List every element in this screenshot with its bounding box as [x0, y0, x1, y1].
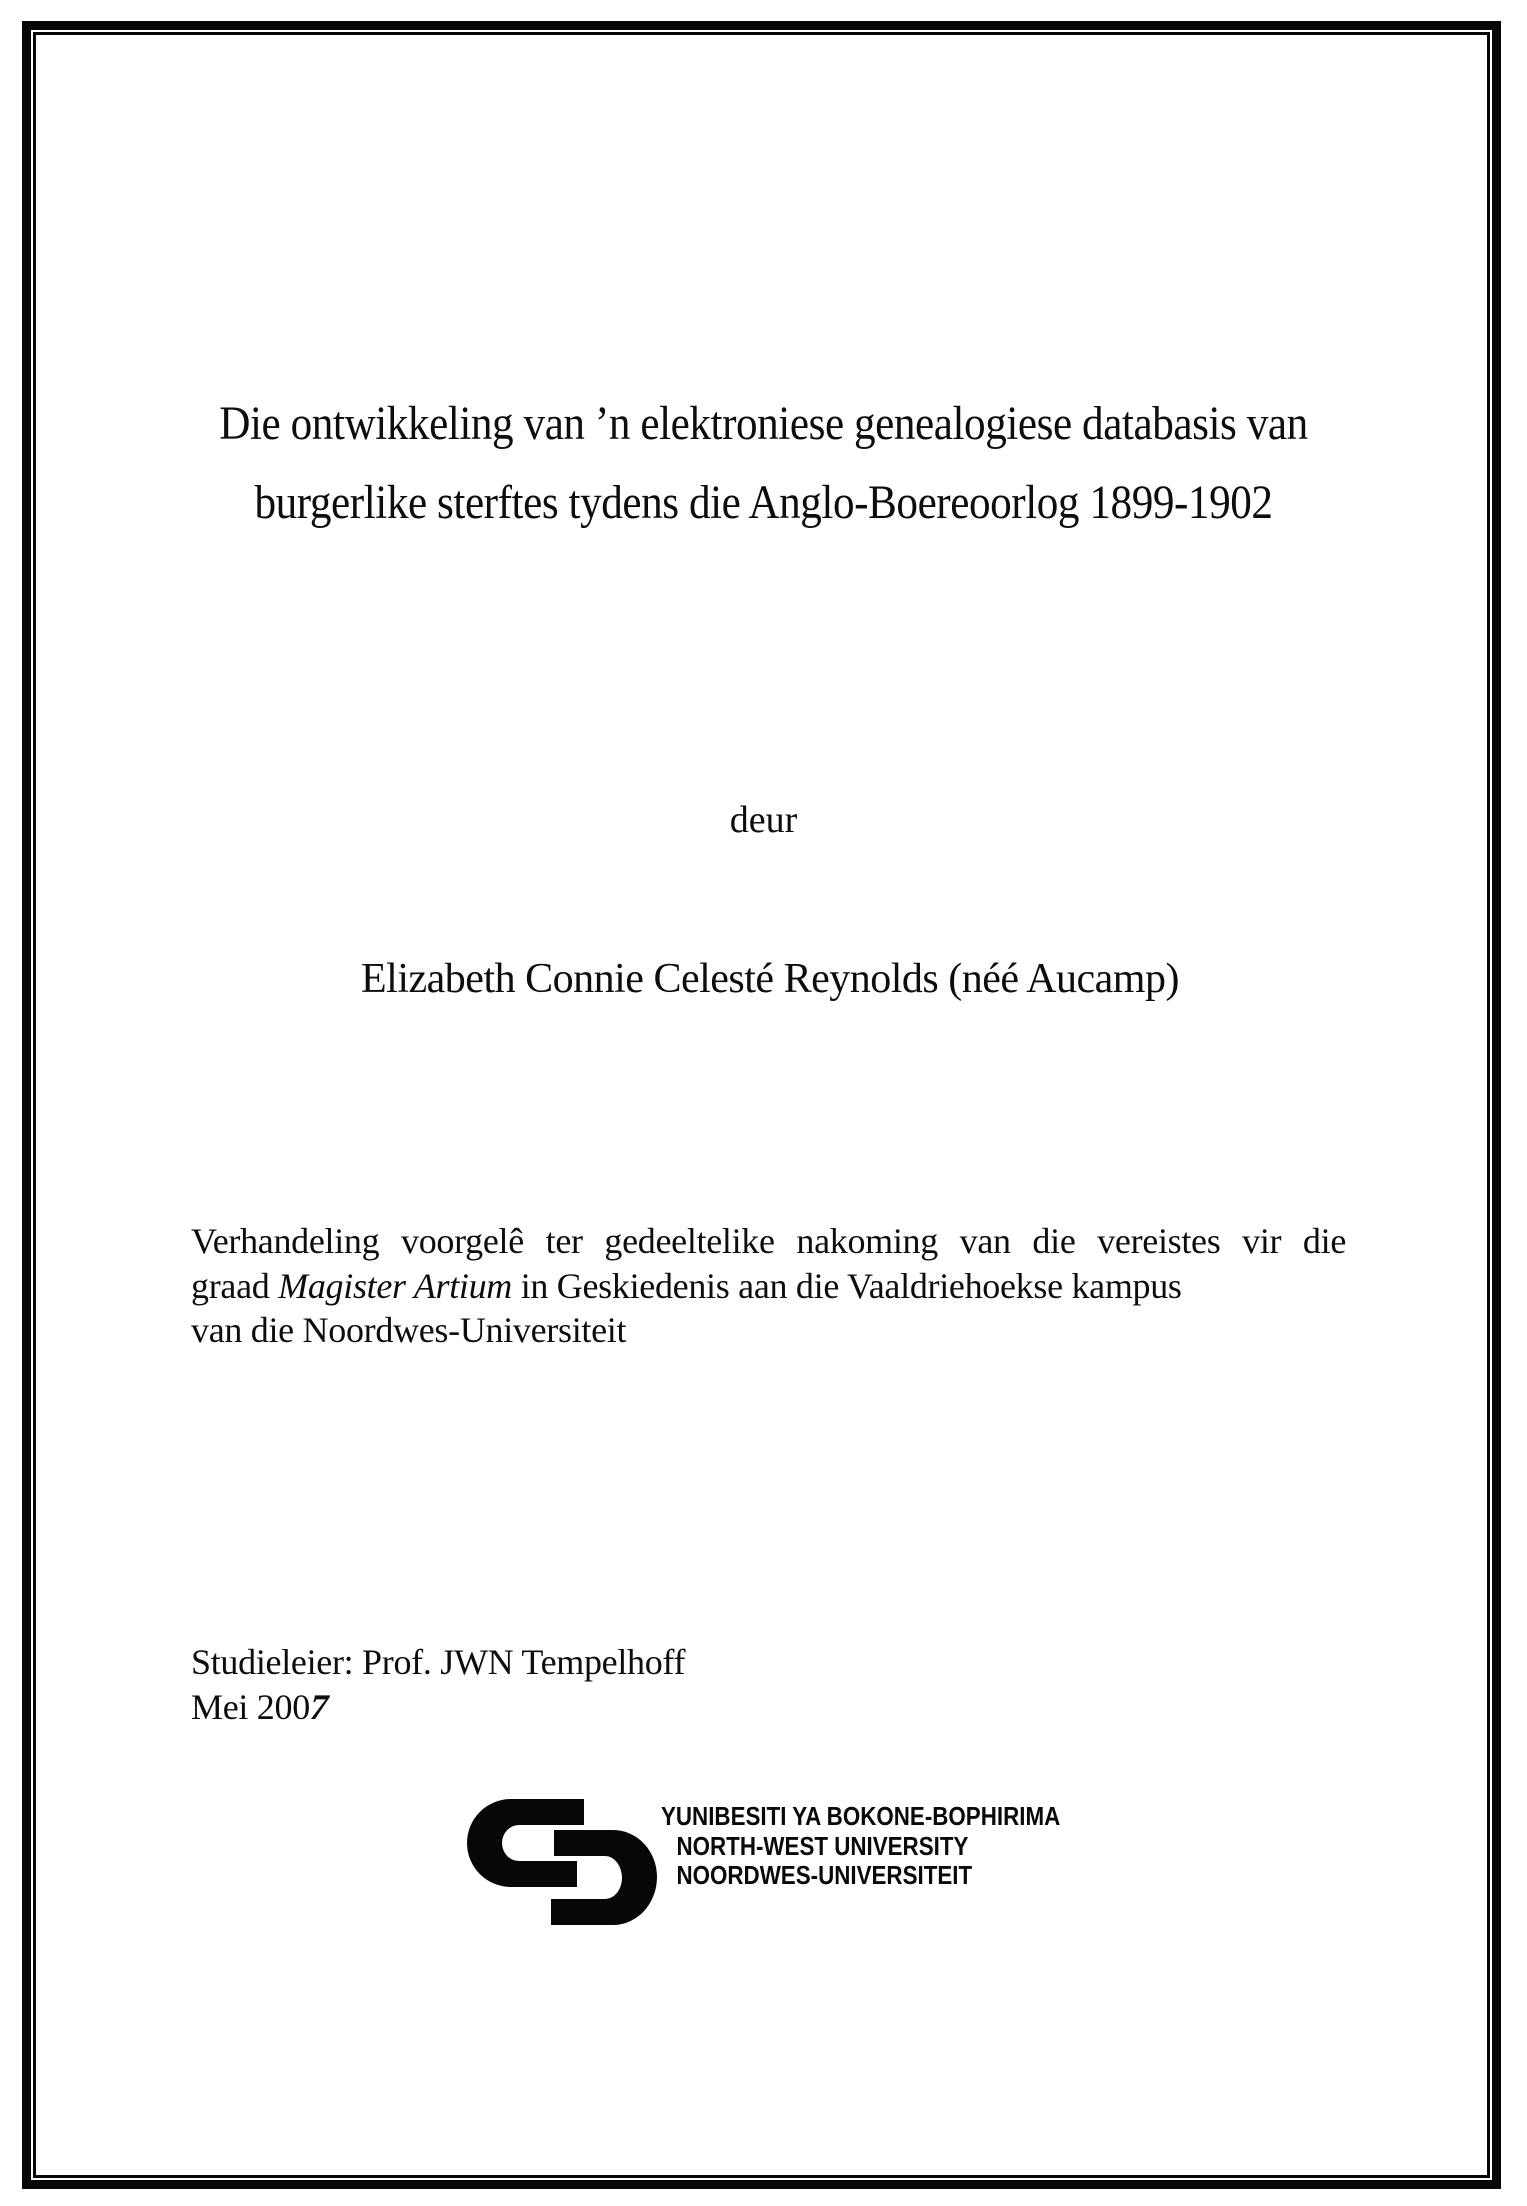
title-line-1: Die ontwikkeling van ’n elektroniese genealogiese databasis van	[219, 397, 1308, 450]
title-line-2: burgerlike sterftes tydens die Anglo-Boereoorlog 1899-1902	[254, 476, 1273, 529]
nwu-interlocking-links-icon	[467, 1799, 659, 1927]
date-line	[191, 1685, 685, 1730]
declaration-line-2-suffix: in Geskiedenis aan die Vaaldriehoekse kampus	[512, 1265, 1182, 1306]
supervisor-block	[191, 1640, 685, 1730]
declaration-line-1: Verhandeling voorgelê ter gedeeltelike nakoming van die vereistes vir die	[191, 1221, 1346, 1261]
supervisor-line: Studieleier: Prof. JWN Tempelhoff	[191, 1642, 686, 1682]
university-logo	[467, 1799, 1107, 1939]
declaration-line-2	[191, 1264, 1346, 1309]
logo-line-setswana: YUNIBESITI YA BOKONE-BOPHIRIMA	[661, 1801, 1061, 1831]
degree-name-italic: Magister Artium	[278, 1265, 512, 1306]
declaration-line-3: van die Noordwes-Universiteit	[191, 1310, 627, 1350]
byline-deur: deur	[729, 799, 798, 841]
author-name: Elizabeth Connie Celesté Reynolds (néé Aucamp)	[361, 956, 1179, 1002]
declaration-line-2-prefix: graad	[191, 1265, 279, 1306]
date-last-digit: 7	[305, 1687, 333, 1727]
logo-line-afrikaans: NOORDWES-UNIVERSITEIT	[676, 1860, 973, 1890]
logo-line-english: NORTH-WEST UNIVERSITY	[676, 1830, 969, 1861]
declaration-paragraph	[191, 1219, 1346, 1353]
university-logo-text	[661, 1802, 1060, 1891]
page-title	[130, 384, 1396, 542]
date-prefix: Mei 200	[191, 1687, 310, 1727]
